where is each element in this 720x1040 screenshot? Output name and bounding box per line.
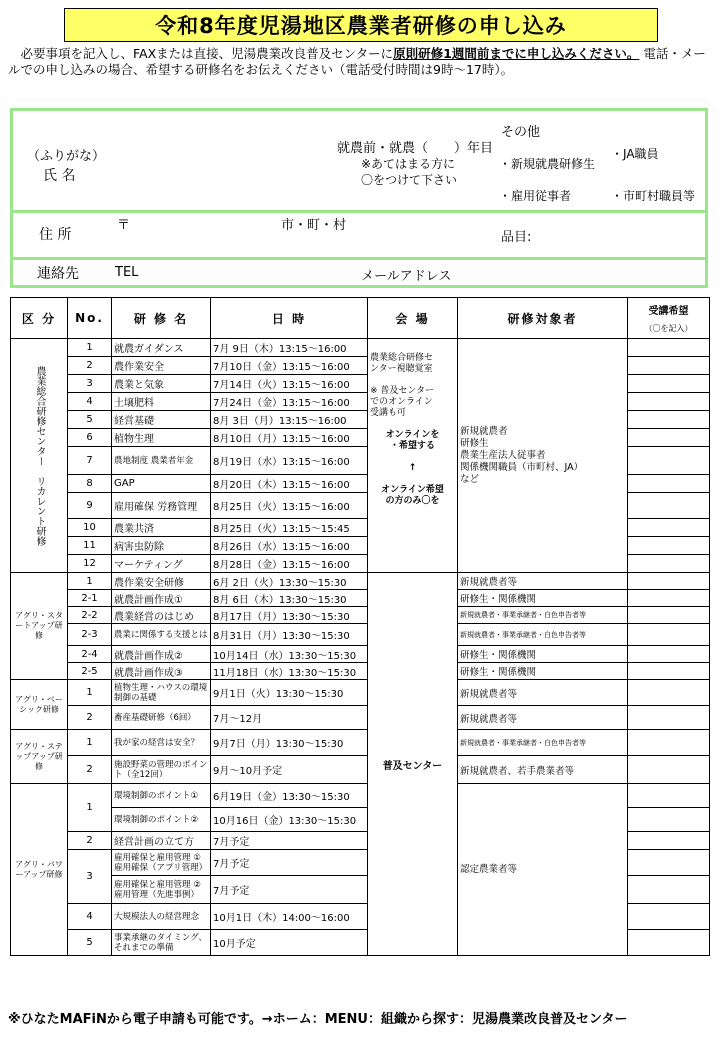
venue-cell-office: 普及センター (368, 573, 458, 956)
header-venue: 会 場 (368, 298, 458, 339)
venue-line: の方のみ〇を (385, 496, 440, 506)
header-category: 区 分 (11, 298, 68, 339)
header-name: 研 修 名 (112, 298, 211, 339)
row-date: 10月16日（金）13:30〜15:30 (211, 808, 368, 832)
category-label: アグリ・パワーアップ研修 (15, 859, 63, 879)
row-no: 9 (68, 493, 112, 519)
row-date: 6月19日（金）13:30〜15:30 (211, 784, 368, 808)
apply-checkbox[interactable] (628, 850, 710, 876)
row-date: 8月20日（木）13:15〜16:00 (211, 475, 368, 493)
header-apply (628, 298, 710, 339)
row-target: 新規就農者等 (458, 706, 628, 730)
venue-line (370, 419, 455, 430)
row-date: 8月26日（水）13:15〜16:00 (211, 537, 368, 555)
row-date: 8月25日（火）13:15〜16:00 (211, 493, 368, 519)
row-target: 研修生・関係機関 (458, 646, 628, 663)
row-no: 8 (68, 475, 112, 493)
city-label: 市・町・村 (281, 218, 347, 233)
row-date: 7月 9日（木）13:15〜16:00 (211, 339, 368, 357)
row-date: 10月1日（木）14:00〜16:00 (211, 904, 368, 930)
row-date: 8月10日（月）13:15〜16:00 (211, 429, 368, 447)
venue-cell-center (368, 339, 458, 573)
venue-line: オンライン希望 (381, 485, 444, 495)
row-no: 7 (68, 447, 112, 475)
farming-years[interactable]: 就農前・就農（ ）年目 (337, 141, 494, 156)
row-training-name: 経営基礎 (112, 411, 211, 429)
row-date: 8月 6日（木）13:30〜15:30 (211, 590, 368, 607)
apply-checkbox[interactable] (628, 680, 710, 706)
applicant-form (10, 108, 708, 288)
table-row (11, 706, 710, 730)
training-table (10, 297, 710, 956)
row-training-name: 土壌肥料 (112, 393, 211, 411)
row-no: 3 (68, 375, 112, 393)
row-no: 1 (68, 730, 112, 756)
category-label: アグリ・スタートアップ研修 (15, 611, 63, 640)
option-city-staff[interactable]: ・市町村職員等 (611, 189, 696, 203)
row-training-name: 環境制御のポイント② (112, 808, 211, 832)
circle-note-2: 〇をつけて下さい (361, 173, 458, 187)
tel-label[interactable]: TEL (115, 265, 139, 280)
row-date: 7月予定 (211, 850, 368, 876)
table-row (11, 680, 710, 706)
table-row (11, 339, 710, 357)
intro-part1: 必要事項を記入し、FAXまたは直接、児湯農業改良普及センターに (8, 46, 394, 61)
row-training-name: 農業共済 (112, 519, 211, 537)
header-date: 日 時 (211, 298, 368, 339)
row-target: 新規就農者・事業承継者・白色申告者等 (458, 607, 628, 624)
apply-checkbox[interactable] (628, 624, 710, 646)
row-training-name: 雇用確保 労務管理 (112, 493, 211, 519)
other-label: その他 (501, 125, 541, 140)
target-line: 関係機関職員（市町村、JA） (460, 461, 584, 473)
target-cell: 認定農業者等 (458, 784, 628, 956)
contact-row (13, 257, 705, 288)
venue-line (370, 452, 455, 463)
apply-checkbox[interactable] (628, 393, 710, 411)
mail-label[interactable]: メールアドレス (361, 269, 452, 284)
row-no: 2-1 (68, 590, 112, 607)
row-date: 9月7日（月）13:30〜15:30 (211, 730, 368, 756)
row-no: 2 (68, 756, 112, 784)
row-date: 9月〜10月予定 (211, 756, 368, 784)
category-cell (11, 784, 68, 956)
apply-checkbox[interactable] (628, 573, 710, 590)
row-date: 7月14日（火）13:15〜16:00 (211, 375, 368, 393)
row-target: 新規就農者等 (458, 680, 628, 706)
apply-checkbox[interactable] (628, 429, 710, 447)
venue-line: ※ 普及センター (370, 386, 435, 396)
row-training-name: 雇用確保と雇用管理 ②雇用管理（先進事例） (112, 876, 211, 904)
row-date: 8月17日（月）13:30〜15:30 (211, 607, 368, 624)
category-label: アグリ・ステップアップ研修 (15, 741, 63, 771)
table-row (11, 573, 710, 590)
apply-checkbox[interactable] (628, 706, 710, 730)
row-date: 10月14日（水）13:30〜15:30 (211, 646, 368, 663)
row-training-name: 環境制御のポイント① (112, 784, 211, 808)
target-line: 研修生 (460, 437, 489, 449)
row-date: 8月25日（火）13:15〜15:45 (211, 519, 368, 537)
row-training-name: 就農計画作成③ (112, 663, 211, 680)
table-row (11, 607, 710, 624)
intro-part2: 電話・メールでの申し込みの場合、希望する研修名をお伝えください（電話受付時間は9時〜17時）。 (8, 46, 706, 77)
table-row (11, 730, 710, 756)
row-target: 新規就農者・事業承継者・白色申告者等 (458, 624, 628, 646)
apply-checkbox[interactable] (628, 646, 710, 663)
apply-checkbox[interactable] (628, 493, 710, 519)
row-no: 3 (68, 850, 112, 904)
category-cell (11, 680, 68, 730)
apply-checkbox[interactable] (628, 519, 710, 537)
apply-checkbox[interactable] (628, 411, 710, 429)
row-no: 2 (68, 357, 112, 375)
row-training-name: 我が家の経営は安全？ (112, 730, 211, 756)
row-date: 7月〜12月 (211, 706, 368, 730)
row-date: 6月 2日（火）13:30〜15:30 (211, 573, 368, 590)
row-no: 10 (68, 519, 112, 537)
row-training-name: GAP (112, 475, 211, 493)
table-row (11, 663, 710, 680)
row-no: 1 (68, 680, 112, 706)
target-cell (458, 339, 628, 573)
table-header (11, 298, 710, 339)
row-no: 2 (68, 706, 112, 730)
row-training-name: マーケティング (112, 555, 211, 573)
intro-deadline: 原則研修1週間前までに申し込みください。 (393, 46, 640, 61)
venue-line: ンター視聴覚室 (370, 364, 433, 374)
apply-checkbox[interactable] (628, 555, 710, 573)
row-no: 2-5 (68, 663, 112, 680)
target-line: 新規就農者 (460, 425, 508, 437)
row-target: 新規就農者等 (458, 573, 628, 590)
apply-checkbox[interactable] (628, 357, 710, 375)
apply-checkbox[interactable] (628, 590, 710, 607)
row-no: 4 (68, 393, 112, 411)
apply-checkbox[interactable] (628, 784, 710, 808)
row-date: 7月予定 (211, 876, 368, 904)
row-target: 新規就農者・事業承継者・白色申告者等 (458, 730, 628, 756)
apply-checkbox[interactable] (628, 730, 710, 756)
apply-checkbox[interactable] (628, 375, 710, 393)
apply-checkbox[interactable] (628, 756, 710, 784)
row-date: 10月予定 (211, 930, 368, 956)
apply-checkbox[interactable] (628, 475, 710, 493)
row-no: 12 (68, 555, 112, 573)
venue-line (370, 375, 455, 386)
row-training-name: 施設野菜の管理のポイント（全12回） (112, 756, 211, 784)
category-label: 農業総合研修センター リカレント研修 (34, 365, 45, 546)
venue-line (370, 474, 455, 485)
row-date: 11月18日（水）13:30〜15:30 (211, 663, 368, 680)
row-training-name: 農業と気象 (112, 375, 211, 393)
target-line: 農業生産法人従事者 (460, 449, 546, 461)
category-cell (11, 573, 68, 680)
table-row (11, 646, 710, 663)
row-target: 研修生・関係機関 (458, 590, 628, 607)
category-label: アグリ・ベーシック研修 (15, 694, 63, 714)
row-training-name: 雇用確保と雇用管理 ①雇用確保（アプリ管理） (112, 850, 211, 876)
row-training-name: 植物生理・ハウスの環境制御の基礎 (112, 680, 211, 706)
table-row (11, 624, 710, 646)
apply-checkbox[interactable] (628, 876, 710, 904)
venue-line: 農業総合研修セ (370, 353, 434, 363)
row-date: 7月予定 (211, 832, 368, 850)
row-training-name: 畜産基礎研修（6回） (112, 706, 211, 730)
venue-line: ↑ (408, 463, 417, 473)
table-row (11, 590, 710, 607)
venue-line: 受講も可 (370, 408, 407, 418)
circle-note-1: ※あてはまる方に (361, 157, 456, 171)
row-training-name: 植物生理 (112, 429, 211, 447)
apply-checkbox[interactable] (628, 904, 710, 930)
category-cell (11, 339, 68, 573)
row-no: 11 (68, 537, 112, 555)
row-no: 5 (68, 930, 112, 956)
apply-checkbox[interactable] (628, 339, 710, 357)
venue-line: でのオンライン (370, 397, 433, 407)
row-date: 8月19日（水）13:15〜16:00 (211, 447, 368, 475)
apply-checkbox[interactable] (628, 930, 710, 956)
table-row (11, 756, 710, 784)
row-no: 1 (68, 573, 112, 590)
apply-checkbox[interactable] (628, 537, 710, 555)
row-no: 4 (68, 904, 112, 930)
option-ja[interactable]: ・JA職員 (611, 147, 659, 161)
row-date: 7月24日（金）13:15〜16:00 (211, 393, 368, 411)
apply-checkbox[interactable] (628, 808, 710, 832)
venue-line: ・希望する (389, 441, 435, 451)
row-no: 5 (68, 411, 112, 429)
header-target: 研修対象者 (458, 298, 628, 339)
row-training-name: 農作業安全研修 (112, 573, 211, 590)
row-no: 6 (68, 429, 112, 447)
row-date: 8月31日（月）13:30〜15:30 (211, 624, 368, 646)
apply-checkbox[interactable] (628, 447, 710, 475)
apply-sub-label: （〇を記入） (644, 324, 693, 333)
crop-label[interactable]: 品目: (501, 230, 532, 245)
row-training-name: 農地制度 農業者年金 (112, 447, 211, 475)
address-row (13, 210, 705, 260)
row-no: 2-3 (68, 624, 112, 646)
apply-checkbox[interactable] (628, 607, 710, 624)
name-label: 氏 名 (43, 168, 76, 184)
apply-label: 受講希望 (648, 306, 689, 317)
contact-label: 連絡先 (37, 266, 79, 282)
row-target: 新規就農者、若手農業者等 (458, 756, 628, 784)
row-date: 8月28日（金）13:15〜16:00 (211, 555, 368, 573)
target-line: など (460, 473, 480, 485)
venue-line: オンラインを (385, 430, 440, 440)
name-field[interactable] (123, 131, 323, 201)
row-date: 7月10日（金）13:15〜16:00 (211, 357, 368, 375)
row-training-name: 経営計画の立て方 (112, 832, 211, 850)
row-training-name: 大規模法人の経営理念 (112, 904, 211, 930)
row-no: 1 (68, 339, 112, 357)
row-no: 2-2 (68, 607, 112, 624)
row-no: 1 (68, 784, 112, 832)
option-employee[interactable]: ・雇用従事者 (499, 189, 572, 203)
row-date: 9月1日（火）13:30〜15:30 (211, 680, 368, 706)
row-no: 2-4 (68, 646, 112, 663)
row-training-name: 就農ガイダンス (112, 339, 211, 357)
row-training-name: 病害虫防除 (112, 537, 211, 555)
postal-mark: 〒 (117, 218, 131, 233)
row-target: 研修生・関係機関 (458, 663, 628, 680)
header-no: No. (68, 298, 112, 339)
row-date: 8月 3日（月）13:15〜16:00 (211, 411, 368, 429)
name-row (13, 111, 705, 213)
row-training-name: 農業に関係する支援とは (112, 624, 211, 646)
table-row (11, 784, 710, 808)
category-cell (11, 730, 68, 784)
footer-note: ※ひなたMAFiNから電子申請も可能です。→ホーム：MENU：組織から探す：児湯農業改良普及センター (8, 1012, 628, 1027)
address-label: 住 所 (39, 227, 72, 243)
intro-text (8, 46, 708, 78)
row-training-name: 農作業安全 (112, 357, 211, 375)
row-training-name: 就農計画作成① (112, 590, 211, 607)
row-training-name: 就農計画作成② (112, 646, 211, 663)
row-training-name: 農業経営のはじめ (112, 607, 211, 624)
row-training-name: 事業承継のタイミング、それまでの準備 (112, 930, 211, 956)
apply-checkbox[interactable] (628, 832, 710, 850)
apply-checkbox[interactable] (628, 663, 710, 680)
page-title: 令和8年度児湯地区農業者研修の申し込み (64, 8, 658, 42)
row-no: 2 (68, 832, 112, 850)
furigana-label: （ふりがな） (27, 149, 106, 164)
option-new-farmer[interactable]: ・新規就農研修生 (499, 157, 596, 171)
